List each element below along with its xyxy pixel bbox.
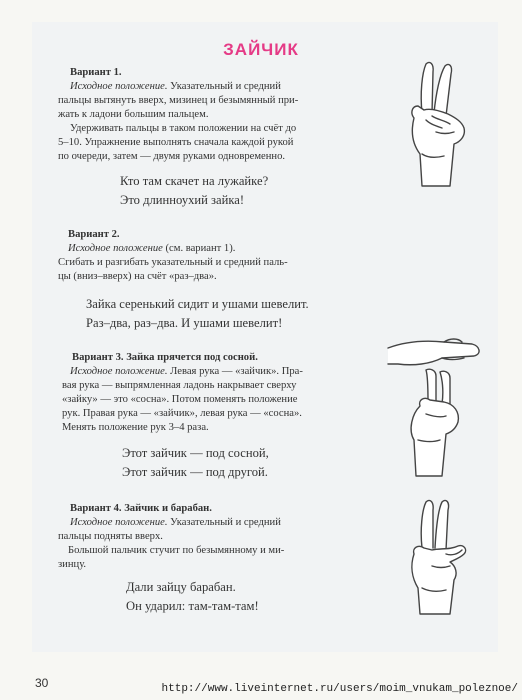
variant-3-line: Менять положение рук 3–4 раза. [62, 422, 209, 433]
page-number: 30 [35, 676, 49, 690]
variant-1-line: по очереди, затем — двумя руками одновременно. [58, 151, 286, 162]
bunny-drum-hand-illustration [398, 496, 482, 616]
bunny-hand-illustration [392, 58, 482, 188]
variant-4-text [58, 502, 378, 572]
verse-line: Он ударил: там-там-там! [126, 599, 259, 613]
verse-line: Этот зайчик — под другой. [122, 465, 268, 479]
variant-4-line: зинцу. [58, 559, 87, 570]
variant-1-verse [120, 172, 268, 210]
variant-3-verse [122, 444, 269, 482]
variant-2-line: Исходное положение (см. вариант 1). [68, 243, 236, 254]
verse-line: Кто там скачет на лужайке? [120, 174, 269, 188]
variant-1-text [58, 66, 368, 164]
verse-line: Это длинноухий зайка! [120, 193, 245, 207]
variant-3-line: «зайку» — это «сосна». Потом поменять положение [62, 394, 298, 405]
verse-line: Зайка серенький сидит и ушами шевелит. [86, 297, 309, 311]
variant-1-line: 5–10. Упражнение выполнять сначала каждой рукой [58, 137, 294, 148]
verse-line: Дали зайцу барабан. [126, 580, 236, 594]
variant-3-line: вая рука — выпрямленная ладонь накрывает сверху [62, 380, 297, 391]
variant-3-text [62, 351, 382, 435]
variant-1-line: пальцы вытянуть вверх, мизинец и безымянный при- [58, 95, 299, 106]
variant-4-heading: Вариант 4. Зайчик и барабан. [70, 503, 212, 514]
variant-2-heading: Вариант 2. [68, 229, 120, 240]
watermark-url[interactable]: http://www.liveinternet.ru/users/moim_vnukam_poleznoe/ [161, 683, 518, 695]
variant-4-verse [126, 578, 259, 616]
verse-line: Раз–два, раз–два. И ушами шевелит! [86, 316, 283, 330]
variant-1-line: Удерживать пальцы в таком положении на счёт до [70, 123, 297, 134]
variant-3-line: Исходное положение. Левая рука — «зайчик». Пра- [70, 366, 303, 377]
page-title: ЗАЙЧИК [223, 40, 299, 59]
variant-4-line: пальцы подняты вверх. [58, 531, 163, 542]
variant-1-line: жать к ладони большим пальцем. [58, 109, 209, 120]
bunny-under-pine-illustration [384, 330, 488, 480]
variant-1-line: Исходное положение. Указательный и средний [70, 81, 281, 92]
variant-1-heading: Вариант 1. [70, 67, 122, 78]
variant-4-line: Исходное положение. Указательный и средний [70, 517, 281, 528]
variant-2-line: Сгибать и разгибать указательный и средний паль- [58, 257, 288, 268]
variant-2-line: цы (вниз–вверх) на счёт «раз–два». [58, 271, 217, 282]
variant-3-heading: Вариант 3. Зайка прячется под сосной. [72, 352, 258, 363]
variant-4-line: Большой пальчик стучит по безымянному и ми- [68, 545, 285, 556]
variant-3-line: рук. Правая рука — «зайчик», левая рука — «сосна». [62, 408, 302, 419]
variant-2-text [58, 228, 378, 284]
variant-2-verse [86, 295, 309, 333]
verse-line: Этот зайчик — под сосной, [122, 446, 269, 460]
